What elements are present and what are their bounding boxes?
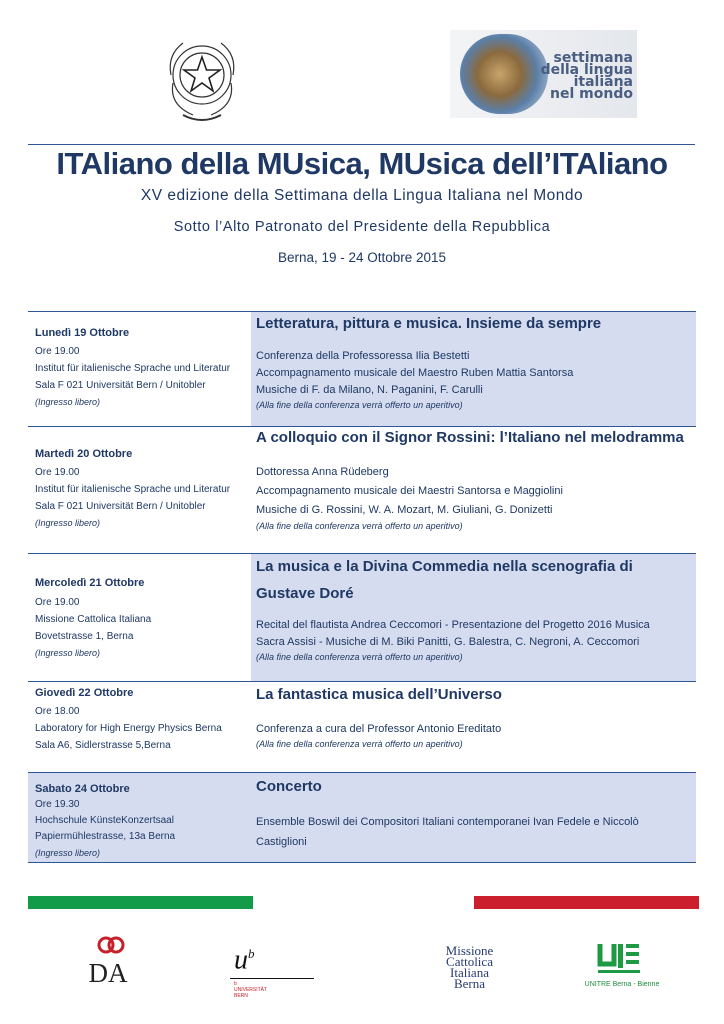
event-time: Ore 19.00 bbox=[35, 467, 80, 478]
event-detail-line: Sacra Assisi - Musiche di M. Biki Panitti, G. Balestra, C. Negroni, A. Ceccomori bbox=[256, 636, 640, 648]
event-time: Ore 19.00 bbox=[35, 346, 80, 357]
event-title bbox=[256, 681, 686, 708]
event-room: Bovetstrasse 1, Berna bbox=[35, 631, 134, 642]
missione-line: Cattolica bbox=[446, 954, 493, 969]
unibern-mark: u bbox=[234, 944, 248, 976]
event-title-line: Letteratura, pittura e musica. Insieme da sempre bbox=[256, 315, 602, 332]
event-place: Institut für italienische Sprache und Literatur bbox=[35, 363, 231, 374]
event-time: Ore 19.30 bbox=[35, 799, 80, 810]
event-room: Sala F 021 Universität Bern / Unitobler bbox=[35, 501, 206, 512]
settimana-logo-image bbox=[460, 34, 548, 114]
event-detail-line: Conferenza della Professoressa Ilia Bestetti bbox=[256, 350, 470, 362]
missione-cattolica-logo bbox=[432, 945, 507, 989]
event-place: Institut für italienische Sprache und Literatur bbox=[35, 484, 231, 495]
unibern-rule bbox=[230, 978, 314, 979]
unitre-logo bbox=[582, 942, 662, 988]
settimana-lingua-logo bbox=[450, 30, 637, 118]
event-title bbox=[256, 310, 686, 337]
event-title-line: La fantastica musica dell’Universo bbox=[256, 686, 502, 703]
event-detail-line: Dottoressa Anna Rüdeberg bbox=[256, 466, 389, 478]
event-note: (Alla fine della conferenza verrà offerto un aperitivo) bbox=[256, 400, 463, 410]
da-logo bbox=[84, 936, 132, 988]
event-detail-line: Accompagnamento musicale del Maestro Ruben Mattia Santorsa bbox=[256, 367, 574, 379]
event-day: Lunedì 19 Ottobre bbox=[35, 327, 130, 339]
flag-green-bar bbox=[28, 896, 253, 909]
settimana-word-2: della lingua bbox=[540, 62, 633, 78]
event-entry: (Ingresso libero) bbox=[35, 648, 101, 658]
event-entry: (Ingresso libero) bbox=[35, 848, 101, 858]
unibern-text-line: UNIVERSITÄT bbox=[234, 987, 268, 993]
event-day: Giovedì 22 Ottobre bbox=[35, 687, 134, 699]
flag-red-bar bbox=[474, 896, 699, 909]
event-place: Missione Cattolica Italiana bbox=[35, 614, 152, 625]
schedule-bottom-rule bbox=[28, 862, 696, 863]
event-venue bbox=[35, 703, 222, 754]
event-title-line: Gustave Doré bbox=[256, 585, 354, 602]
event-time: Ore 19.00 bbox=[35, 597, 80, 608]
event-title-line: La musica e la Divina Commedia nella scenografia di bbox=[256, 558, 633, 575]
event-time: Ore 18.00 bbox=[35, 706, 80, 717]
event-dates: Berna, 19 - 24 Ottobre 2015 bbox=[277, 250, 447, 265]
italian-republic-emblem bbox=[163, 35, 241, 125]
event-title bbox=[256, 424, 686, 451]
event-detail-line: Castiglioni bbox=[256, 836, 307, 848]
unibern-logo bbox=[230, 936, 315, 1002]
event-venue bbox=[35, 343, 230, 411]
unibern-text bbox=[234, 981, 267, 999]
unibern-text-line: BERN bbox=[234, 993, 248, 999]
event-description bbox=[256, 812, 686, 852]
event-day: Sabato 24 Ottobre bbox=[35, 783, 130, 795]
event-title bbox=[256, 773, 686, 800]
event-place: Laboratory for High Energy Physics Berna bbox=[35, 723, 222, 734]
event-room: Sala A6, Sidlerstrasse 5,Berna bbox=[35, 740, 171, 751]
header-rule bbox=[28, 144, 695, 145]
event-description bbox=[256, 348, 686, 412]
settimana-word-1: settimana bbox=[553, 50, 633, 66]
event-title-line: A colloquio con il Signor Rossini: l’Italiano nel melodramma bbox=[256, 429, 684, 446]
event-entry: (Ingresso libero) bbox=[35, 518, 101, 528]
unitre-logo-mark bbox=[582, 942, 662, 976]
event-room: Papiermühlestrasse, 13a Berna bbox=[35, 831, 176, 842]
settimana-word-4: nel mondo bbox=[550, 86, 633, 102]
settimana-word-3: italiana bbox=[573, 74, 633, 90]
event-venue bbox=[35, 464, 230, 532]
unibern-mark-sup: b bbox=[248, 946, 255, 961]
event-detail-line: Ensemble Boswil dei Compositori Italiani contemporanei Ivan Fedele e Niccolò bbox=[256, 816, 639, 828]
unibern-text-line: b bbox=[234, 981, 237, 987]
page-title: ITAliano della MUsica, MUsica dell’ITAliano bbox=[56, 146, 668, 181]
event-note: (Alla fine della conferenza verrà offerto un aperitivo) bbox=[256, 739, 463, 749]
da-logo-text: DA bbox=[88, 958, 128, 988]
event-day: Mercoledì 21 Ottobre bbox=[35, 577, 145, 589]
da-logo-mark bbox=[84, 936, 132, 954]
missione-line: Berna bbox=[453, 976, 486, 991]
missione-line: Italiana bbox=[450, 965, 489, 980]
event-room: Sala F 021 Universität Bern / Unitobler bbox=[35, 380, 206, 391]
event-detail-line: Recital del flautista Andrea Ceccomori - Presentazione del Progetto 2016 Musica bbox=[256, 619, 650, 631]
event-detail-line: Accompagnamento musicale dei Maestri Santorsa e Maggiolini bbox=[256, 485, 563, 497]
event-description bbox=[256, 617, 686, 664]
patronato-line: Sotto l’Alto Patronato del Presidente della Repubblica bbox=[173, 219, 551, 235]
event-detail-line: Musiche di G. Rossini, W. A. Mozart, M. Giuliani, G. Donizetti bbox=[256, 504, 553, 516]
event-description bbox=[256, 721, 686, 751]
event-day: Martedì 20 Ottobre bbox=[35, 448, 133, 460]
event-note: (Alla fine della conferenza verrà offerto un aperitivo) bbox=[256, 521, 463, 531]
event-detail-line: Conferenza a cura del Professor Antonio Ereditato bbox=[256, 723, 502, 735]
event-detail-line: Musiche di F. da Milano, N. Paganini, F. Carulli bbox=[256, 384, 483, 396]
event-note: (Alla fine della conferenza verrà offerto un aperitivo) bbox=[256, 652, 463, 662]
event-title bbox=[256, 553, 686, 607]
missione-line: Missione bbox=[445, 943, 494, 958]
event-description bbox=[256, 463, 686, 533]
event-title-line: Concerto bbox=[256, 778, 322, 795]
event-venue bbox=[35, 594, 151, 662]
unitre-caption: UNITRE Berna - Bienne bbox=[584, 981, 660, 988]
event-entry: (Ingresso libero) bbox=[35, 397, 101, 407]
event-venue bbox=[35, 797, 175, 861]
page-subtitle: XV edizione della Settimana della Lingua Italiana nel Mondo bbox=[140, 187, 584, 204]
settimana-logo-text bbox=[541, 52, 633, 100]
event-place: Hochschule KünsteKonzertsaal bbox=[35, 815, 174, 826]
